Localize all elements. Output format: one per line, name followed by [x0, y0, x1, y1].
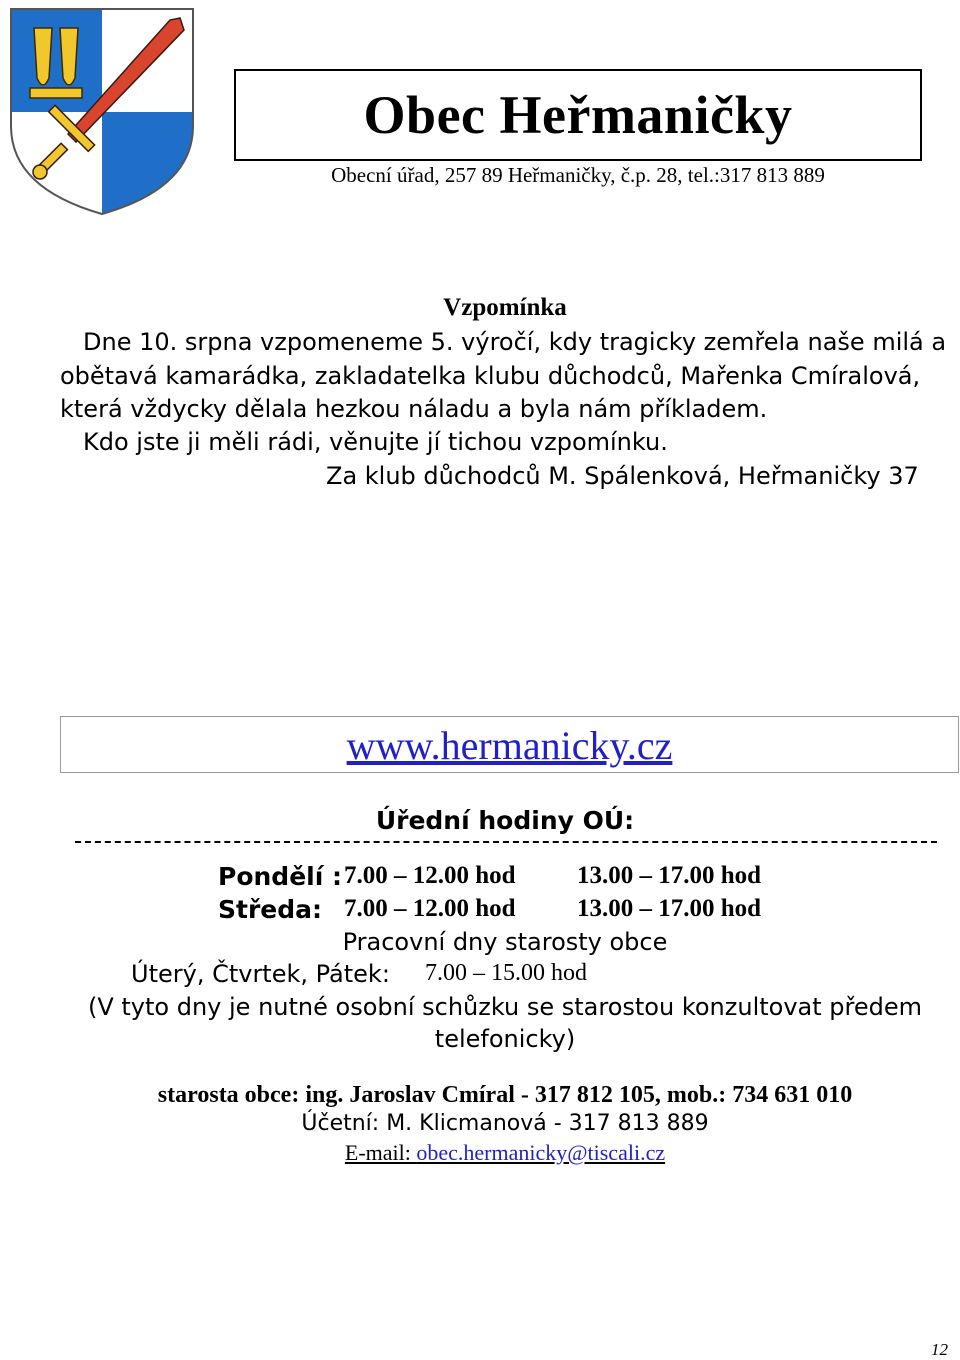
email-label: E-mail: [344, 1140, 417, 1165]
memorial-line-2: obětavá kamarádka, zakladatelka klubu důchodců, Mařenka Cmíralová, [60, 362, 921, 390]
email-line [0, 1140, 960, 1166]
accountant-contact: Účetní: M. Klicmanová - 317 813 889 [301, 1111, 709, 1136]
email-link[interactable]: obec.hermanicky@tiscali.cz [416, 1140, 666, 1165]
page-title: Obec Heřmaničky [363, 85, 793, 145]
dashed-separator [75, 841, 937, 843]
page-number: 12 [931, 1340, 948, 1359]
mayor-contact: starosta obce: ing. Jaroslav Cmíral - 317 812 105, mob.: 734 631 010 [157, 1082, 853, 1108]
website-link[interactable]: www.hermanicky.cz [346, 723, 673, 768]
coat-of-arms-logo [8, 6, 196, 218]
hours-row-day: Středa: [218, 895, 323, 924]
note-line-2: telefonicky) [434, 1025, 576, 1053]
office-hours-heading: Úřední hodiny OÚ: [375, 806, 635, 835]
hours-row-afternoon: 13.00 – 17.00 hod [577, 895, 762, 922]
office-address: Obecní úřad, 257 89 Heřmaničky, č.p. 28, tel.:317 813 889 [331, 163, 825, 187]
memorial-heading: Vzpomínka [443, 294, 567, 321]
memorial-line-1: Dne 10. srpna vzpomeneme 5. výročí, kdy tragicky zemřela naše milá a [83, 328, 947, 356]
title-box [234, 69, 922, 161]
mayor-days: Úterý, Čtvrtek, Pátek: [131, 960, 390, 988]
hours-row-day: Pondělí : [218, 862, 342, 891]
memorial-line-3: která vždycky dělala hezkou náladu a byla nám příkladem. [60, 395, 768, 423]
hours-row-afternoon: 13.00 – 17.00 hod [577, 862, 762, 889]
hours-row-morning: 7.00 – 12.00 hod [344, 862, 516, 889]
mayor-days-heading: Pracovní dny starosty obce [342, 928, 668, 956]
memorial-signature: Za klub důchodců M. Spálenková, Heřmaničky 37 [326, 462, 919, 490]
note-line-1: (V tyto dny je nutné osobní schůzku se starostou konzultovat předem [87, 993, 922, 1021]
mayor-hours: 7.00 – 15.00 hod [425, 960, 587, 986]
memorial-line-4: Kdo jste ji měli rádi, věnujte jí tichou vzpomínku. [83, 428, 668, 456]
hours-row-morning: 7.00 – 12.00 hod [344, 895, 516, 922]
